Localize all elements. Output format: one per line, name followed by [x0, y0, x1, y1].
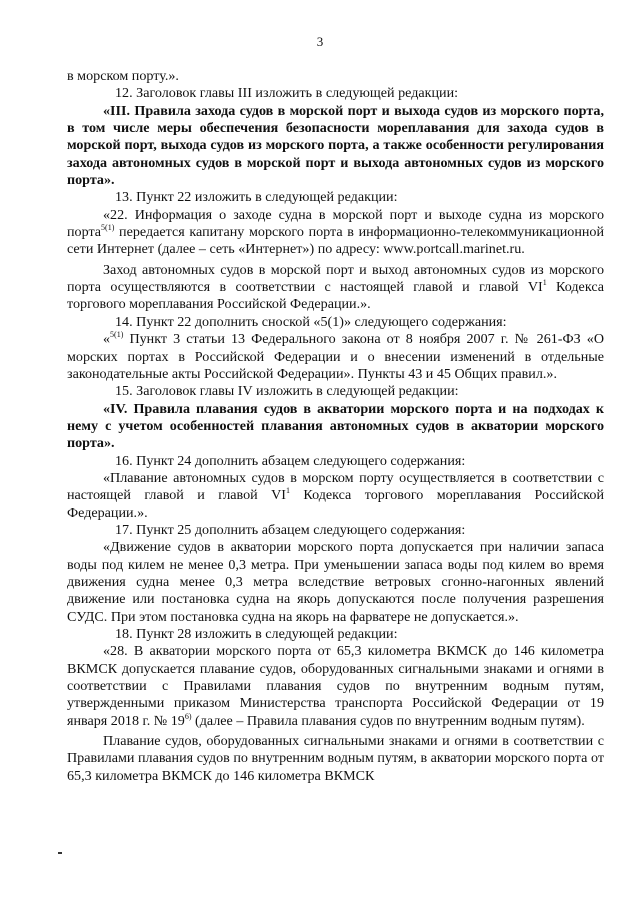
paragraph-14: «Движение судов в акватории морского порта допускается при наличии запаса воды под килем не менее 0,3 метра. При уменьшении запаса воды под килем во время движения судна менее 0,3 метра вследствие ветровых сгонно-нагонных явлений движение или постановка судна на якорь допускаются после получения разрешения СУДС. При этом постановка судна на якорь на фарватере не допускается.». [67, 539, 604, 625]
footnote-mark: 1 [285, 486, 290, 496]
footnote-mark: 1 [542, 278, 547, 288]
paragraph-17: Плавание судов, оборудованных сигнальными знаками и огнями в соответствии с Правилами плавания судов по внутренним водным путям, в акватории морского порта от 65,3 километра ВКМСК до 146 километра ВКМСК [67, 733, 604, 784]
paragraph-4: 13. Пункт 22 изложить в следующей редакции: [115, 189, 398, 206]
paragraph-9: 15. Заголовок главы IV изложить в следующей редакции: [115, 383, 459, 400]
paragraph-2: 12. Заголовок главы III изложить в следующей редакции: [115, 85, 459, 102]
paragraph-7: 14. Пункт 22 дополнить сноской «5(1)» следующего содержания: [115, 313, 507, 330]
footnote-mark: 6) [184, 711, 192, 721]
document-body [67, 68, 604, 785]
margin-mark [58, 852, 62, 854]
paragraph-8: «$^{5(1)}$ Пункт 3 статьи 13 Федерального закона от 8 ноября 2007 г. № 261-ФЗ «О морских портах в Российской Федерации и о внесении изменений в отдельные законодательные акты Российской Федерации». Пункты 43 и 45 Общих правил.». [67, 330, 604, 382]
paragraph-6: Заход автономных судов в морской порт и выход автономных судов из морского порта осуществляются в соответствии с настоящей главой и главой $VI^1$ Кодекса торгового мореплавания Российской Федерации.». [67, 261, 604, 313]
paragraph-16: «28. В акватории морского порта от 65,3 километра ВКМСК до 146 километра ВКМСК допускается плавание судов, оборудованных сигнальными знаками и огнями в соответствии с Правилами плавания судов по внутренним водным путям, утвержденными приказом Министерства транспорта Российской Федерации от 19 января 2018 г. № 19$^{6)}$ (далее – Правила плавания судов по внутренним водным путям). [67, 643, 604, 729]
chapter-4-heading: «IV. Правила плавания судов в акватории морского порта и на подходах к нему с учетом особенностей плавания автономных судов в акватории морского порта». [67, 400, 604, 452]
chapter-3-heading: «III. Правила захода судов в морской порт и выхода судов из морского порта, в том числе меры обеспечения безопасности мореплавания для захода судов в морской порт, выхода судов из морского порта, а также особенности регулирования захода автономных судов в морской порт и выхода автономных судов из морского порта». [67, 102, 604, 189]
paragraph-12: «Плавание автономных судов в морском порту осуществляется в соответствии с настоящей главой и главой $VI^1$ Кодекса торгового мореплавания Российской Федерации.». [67, 469, 604, 521]
paragraph-13: 17. Пункт 25 дополнить абзацем следующего содержания: [115, 521, 466, 538]
footnote-mark: 5(1) [110, 330, 124, 340]
paragraph-1: в морском порту.». [67, 68, 179, 84]
paragraph-5: «22. Информация о заходе судна в морской порт и выходе судна из морского порта$^{5(1)}$ передается капитану морского порта в информационно-телекоммуникационной сети Интернет (далее – сеть «Интернет») по адресу: www.portcall.marinet.ru. [67, 206, 604, 258]
paragraph-11: 16. Пункт 24 дополнить абзацем следующего содержания: [115, 452, 466, 469]
page-number: 3 [316, 34, 324, 49]
paragraph-15: 18. Пункт 28 изложить в следующей редакции: [115, 626, 398, 642]
footnote-mark: 5(1) [101, 223, 115, 233]
